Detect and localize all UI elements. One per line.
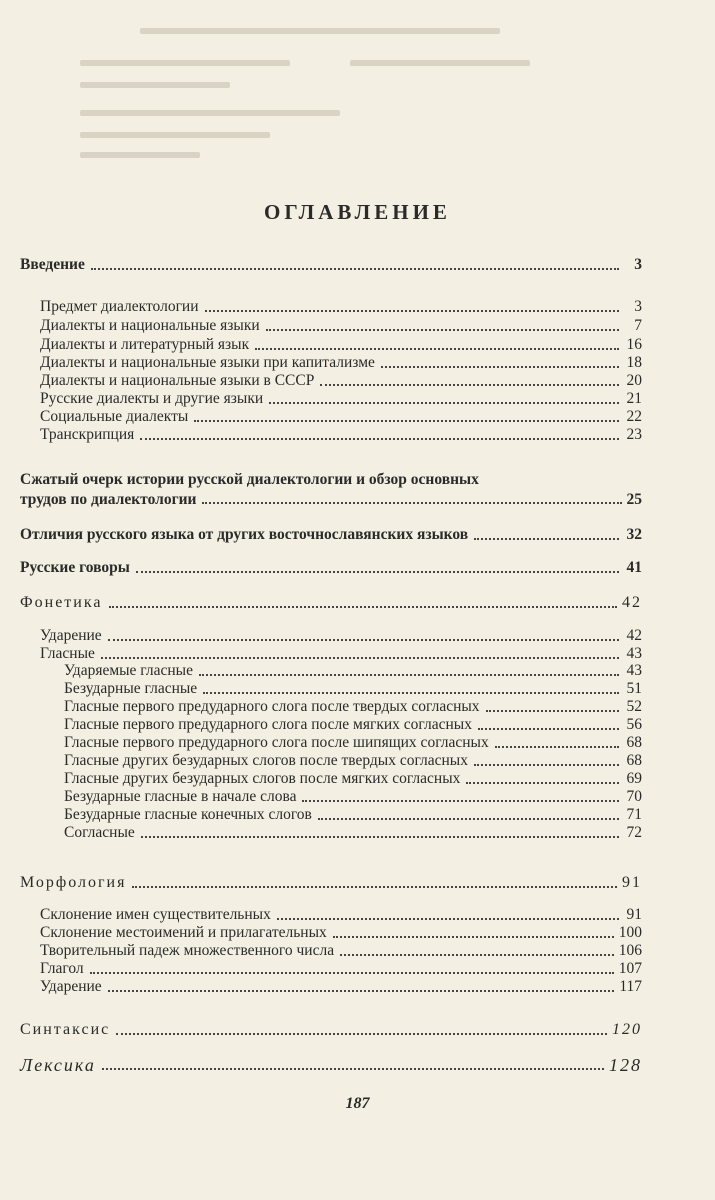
dot-leader bbox=[91, 268, 619, 270]
toc-label-line2: трудов по диалектологии bbox=[20, 491, 197, 508]
toc-entry bbox=[40, 390, 642, 408]
toc-label: Ударение bbox=[40, 978, 102, 995]
toc-entry-lexicon bbox=[20, 1056, 642, 1074]
dot-leader bbox=[474, 764, 619, 766]
toc-page: 3 bbox=[634, 256, 642, 273]
toc-label: Лексика bbox=[20, 1055, 96, 1075]
dot-leader bbox=[199, 674, 619, 676]
toc-page: 120 bbox=[612, 1021, 642, 1038]
toc-label: Синтаксис bbox=[20, 1021, 111, 1038]
dot-leader bbox=[495, 746, 619, 748]
toc-label: Гласные первого предударного слога после шипящих согласных bbox=[64, 734, 489, 751]
toc-page: 117 bbox=[619, 978, 642, 995]
dot-leader bbox=[478, 728, 619, 730]
toc-entry bbox=[64, 806, 642, 824]
toc-page: 56 bbox=[626, 716, 642, 733]
toc-page: 23 bbox=[626, 426, 642, 443]
toc-page: 16 bbox=[626, 336, 642, 353]
toc-page: 68 bbox=[626, 752, 642, 769]
toc-label: Диалекты и литературный язык bbox=[40, 336, 250, 353]
dot-leader bbox=[333, 936, 614, 938]
toc-label: Гласные других безударных слогов после мягких согласных bbox=[64, 770, 461, 787]
dot-leader bbox=[203, 692, 619, 694]
toc-entry-dialects bbox=[20, 559, 642, 577]
toc-entry bbox=[40, 317, 642, 335]
dot-leader bbox=[136, 571, 619, 573]
toc-label: Безударные гласные в начале слова bbox=[64, 788, 297, 805]
toc-entry bbox=[40, 645, 642, 663]
toc-label: Русские диалекты и другие языки bbox=[40, 390, 264, 407]
toc-page: 100 bbox=[618, 924, 642, 941]
toc-entry bbox=[40, 942, 642, 960]
toc-label: Гласные bbox=[40, 645, 95, 662]
toc-page: 51 bbox=[626, 680, 642, 697]
toc-page: 70 bbox=[626, 788, 642, 805]
toc-entry bbox=[64, 734, 642, 752]
toc-page: 128 bbox=[609, 1055, 642, 1075]
dot-leader bbox=[269, 402, 619, 404]
toc-label: Творительный падеж множественного числа bbox=[40, 942, 335, 959]
dot-leader bbox=[202, 502, 621, 504]
dot-leader bbox=[266, 329, 619, 331]
toc-label: Диалекты и национальные языки в СССР bbox=[40, 372, 315, 389]
dot-leader bbox=[474, 538, 619, 540]
toc-entry bbox=[40, 426, 642, 444]
toc-page: 41 bbox=[626, 559, 642, 576]
toc-entry-history bbox=[20, 470, 642, 510]
toc-label: Отличия русского языка от других восточнославянских языков bbox=[20, 526, 469, 543]
toc-label: Морфология bbox=[20, 874, 127, 891]
toc-entry bbox=[40, 924, 642, 942]
dot-leader bbox=[140, 438, 619, 440]
toc-page: 42 bbox=[622, 594, 642, 611]
toc-entry bbox=[64, 824, 642, 842]
toc-page: 21 bbox=[626, 390, 642, 407]
toc-label-line1: Сжатый очерк истории русской диалектологии и обзор основных bbox=[20, 471, 479, 488]
dot-leader bbox=[486, 710, 619, 712]
dot-leader bbox=[340, 954, 614, 956]
dot-leader bbox=[318, 818, 619, 820]
toc-entry bbox=[40, 960, 642, 978]
toc-page: 32 bbox=[626, 526, 642, 543]
toc-page: 3 bbox=[634, 298, 642, 315]
toc-label: Введение bbox=[20, 256, 85, 273]
toc-entry bbox=[64, 770, 642, 788]
toc-entry bbox=[64, 662, 642, 680]
toc-label: Глагол bbox=[40, 960, 84, 977]
toc-page: 106 bbox=[618, 942, 642, 959]
toc-label: Безударные гласные bbox=[64, 680, 198, 697]
toc-page: 18 bbox=[626, 354, 642, 371]
dot-leader bbox=[141, 836, 619, 838]
toc-label: Склонение имен существительных bbox=[40, 906, 271, 923]
toc-label: Склонение местоимений и прилагательных bbox=[40, 924, 327, 941]
dot-leader bbox=[277, 918, 619, 920]
dot-leader bbox=[194, 420, 619, 422]
toc-label: Диалекты и национальные языки при капитализме bbox=[40, 354, 375, 371]
toc-label: Согласные bbox=[64, 824, 135, 841]
dot-leader bbox=[116, 1033, 607, 1035]
dot-leader bbox=[109, 606, 618, 608]
toc-entry-differences bbox=[20, 526, 642, 544]
toc-page: 52 bbox=[626, 698, 642, 715]
toc-label: Предмет диалектологии bbox=[40, 298, 199, 315]
toc-entry bbox=[64, 788, 642, 806]
toc-entry bbox=[64, 680, 642, 698]
toc-entry bbox=[40, 336, 642, 354]
toc-page: 71 bbox=[626, 806, 642, 823]
toc-entry bbox=[40, 372, 642, 390]
toc-entry bbox=[40, 627, 642, 645]
toc-entry-morphology bbox=[20, 874, 642, 892]
toc-entry bbox=[40, 906, 642, 924]
dot-leader bbox=[466, 782, 619, 784]
page-title: ОГЛАВЛЕНИЕ bbox=[264, 200, 451, 224]
dot-leader bbox=[255, 348, 619, 350]
dot-leader bbox=[108, 639, 619, 641]
toc-label: Транскрипция bbox=[40, 426, 135, 443]
dot-leader bbox=[108, 990, 615, 992]
toc-page: 43 bbox=[626, 662, 642, 679]
toc-entry bbox=[64, 752, 642, 770]
dot-leader bbox=[320, 384, 619, 386]
toc-entry bbox=[40, 354, 642, 372]
toc-label: Безударные гласные конечных слогов bbox=[64, 806, 312, 823]
toc-label: Ударяемые гласные bbox=[64, 662, 193, 679]
toc-entry bbox=[64, 716, 642, 734]
toc-page: 7 bbox=[634, 317, 642, 334]
dot-leader bbox=[205, 310, 619, 312]
toc-page: 68 bbox=[626, 734, 642, 751]
toc-entry bbox=[40, 408, 642, 426]
toc-entry-intro bbox=[20, 256, 642, 274]
toc-entry bbox=[40, 298, 642, 316]
toc-label: Фонетика bbox=[20, 594, 103, 611]
dot-leader bbox=[90, 972, 614, 974]
toc-label: Русские говоры bbox=[20, 559, 130, 576]
toc-page: 72 bbox=[626, 824, 642, 841]
toc-page: 107 bbox=[618, 960, 642, 977]
dot-leader bbox=[102, 1068, 604, 1070]
toc-page: 22 bbox=[626, 408, 642, 425]
toc-label: Гласные других безударных слогов после твердых согласных bbox=[64, 752, 468, 769]
toc-label: Гласные первого предударного слога после твердых согласных bbox=[64, 698, 480, 715]
toc-page: 69 bbox=[626, 770, 642, 787]
dot-leader bbox=[132, 886, 617, 888]
toc-entry-syntax bbox=[20, 1021, 642, 1039]
toc-label: Диалекты и национальные языки bbox=[40, 317, 260, 334]
toc-entry bbox=[40, 978, 642, 996]
toc-entry-phonetics bbox=[20, 594, 642, 612]
dot-leader bbox=[101, 657, 619, 659]
toc-page: 25 bbox=[626, 491, 642, 508]
toc-label: Гласные первого предударного слога после мягких согласных bbox=[64, 716, 472, 733]
dot-leader bbox=[381, 366, 619, 368]
dot-leader bbox=[302, 800, 619, 802]
toc-page: 91 bbox=[626, 906, 642, 923]
show-through-text bbox=[0, 0, 715, 175]
toc-label: Социальные диалекты bbox=[40, 408, 189, 425]
toc-page: 43 bbox=[626, 645, 642, 662]
toc-page: 20 bbox=[626, 372, 642, 389]
toc-page: 91 bbox=[622, 874, 642, 891]
page-number: 187 bbox=[345, 1095, 370, 1112]
toc-label: Ударение bbox=[40, 627, 102, 644]
toc-page: 42 bbox=[626, 627, 642, 644]
toc-entry bbox=[64, 698, 642, 716]
